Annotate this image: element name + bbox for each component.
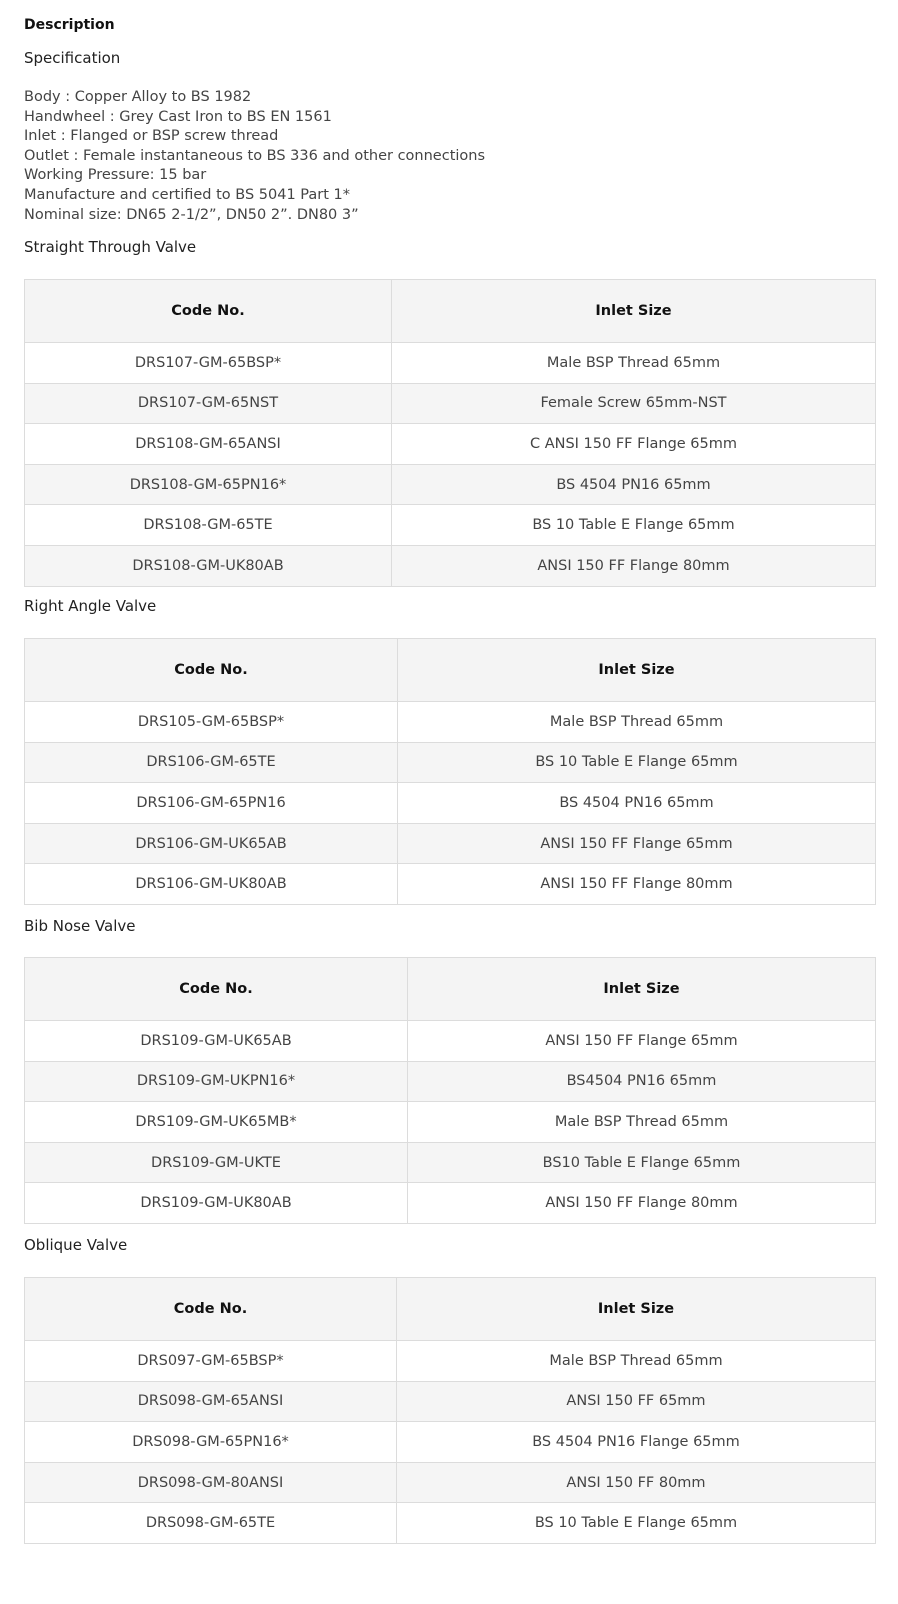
inlet-size-cell: ANSI 150 FF 80mm: [397, 1462, 876, 1503]
table-row: [25, 1341, 876, 1382]
code-cell: DRS108-GM-65TE: [25, 505, 392, 546]
table-row: [25, 1102, 876, 1143]
spec-line: Nominal size: DN65 2-1/2”, DN50 2”. DN80 3”: [24, 206, 359, 223]
table-row: [25, 545, 876, 586]
table-row: [25, 1462, 876, 1503]
straight-through-valve-table: [24, 279, 876, 587]
inlet-size-cell: C ANSI 150 FF Flange 65mm: [392, 424, 876, 465]
spec-line: Inlet : Flanged or BSP screw thread: [24, 128, 279, 145]
code-cell: DRS098-GM-80ANSI: [25, 1462, 397, 1503]
table-row: [25, 823, 876, 864]
inlet-size-cell: ANSI 150 FF 65mm: [397, 1381, 876, 1422]
inlet-size-cell: Female Screw 65mm-NST: [392, 383, 876, 424]
spec-line: Outlet : Female instantaneous to BS 336 and other connections: [24, 147, 486, 164]
section-title-bib-nose: Bib Nose Valve: [24, 917, 136, 935]
inlet-size-cell: BS 4504 PN16 65mm: [398, 783, 876, 824]
table-row: [25, 343, 876, 384]
code-cell: DRS109-GM-UKTE: [25, 1142, 408, 1183]
inlet-size-cell: ANSI 150 FF Flange 80mm: [392, 545, 876, 586]
specification-list: [24, 88, 485, 225]
table-row: [25, 864, 876, 905]
table-header-row: [25, 639, 876, 702]
code-cell: DRS098-GM-65TE: [25, 1503, 397, 1544]
column-header-inlet-size: Inlet Size: [392, 280, 876, 343]
code-cell: DRS106-GM-UK80AB: [25, 864, 398, 905]
table-row: [25, 783, 876, 824]
section-title-straight-through: Straight Through Valve: [24, 238, 197, 256]
code-cell: DRS107-GM-65BSP*: [25, 343, 392, 384]
table-row: [25, 1381, 876, 1422]
right-angle-valve-table: [24, 638, 876, 905]
spec-line: Handwheel : Grey Cast Iron to BS EN 1561: [24, 108, 332, 125]
column-header-code: Code No.: [25, 639, 398, 702]
table-row: [25, 1142, 876, 1183]
inlet-size-cell: BS 10 Table E Flange 65mm: [397, 1503, 876, 1544]
table-row: [25, 1503, 876, 1544]
table-row: [25, 424, 876, 465]
table-row: [25, 742, 876, 783]
code-cell: DRS098-GM-65PN16*: [25, 1422, 397, 1463]
column-header-inlet-size: Inlet Size: [398, 639, 876, 702]
column-header-code: Code No.: [25, 958, 408, 1021]
inlet-size-cell: BS10 Table E Flange 65mm: [408, 1142, 876, 1183]
table-row: [25, 1422, 876, 1463]
code-cell: DRS109-GM-UK80AB: [25, 1183, 408, 1224]
inlet-size-cell: ANSI 150 FF Flange 65mm: [398, 823, 876, 864]
code-cell: DRS106-GM-65TE: [25, 742, 398, 783]
table-row: [25, 702, 876, 743]
code-cell: DRS106-GM-65PN16: [25, 783, 398, 824]
code-cell: DRS107-GM-65NST: [25, 383, 392, 424]
inlet-size-cell: BS 4504 PN16 Flange 65mm: [397, 1422, 876, 1463]
inlet-size-cell: ANSI 150 FF Flange 80mm: [398, 864, 876, 905]
spec-line: Body : Copper Alloy to BS 1982: [24, 89, 252, 105]
code-cell: DRS108-GM-65ANSI: [25, 424, 392, 465]
inlet-size-cell: BS 4504 PN16 65mm: [392, 464, 876, 505]
table-row: [25, 1021, 876, 1062]
section-title-right-angle: Right Angle Valve: [24, 597, 157, 615]
inlet-size-cell: Male BSP Thread 65mm: [392, 343, 876, 384]
code-cell: DRS106-GM-UK65AB: [25, 823, 398, 864]
table-row: [25, 505, 876, 546]
inlet-size-cell: Male BSP Thread 65mm: [408, 1102, 876, 1143]
table-header-row: [25, 958, 876, 1021]
column-header-code: Code No.: [25, 280, 392, 343]
column-header-inlet-size: Inlet Size: [397, 1278, 876, 1341]
inlet-size-cell: BS 10 Table E Flange 65mm: [398, 742, 876, 783]
code-cell: DRS109-GM-UKPN16*: [25, 1061, 408, 1102]
spec-line: Working Pressure: 15 bar: [24, 167, 207, 184]
specification-heading: Specification: [24, 49, 121, 67]
table-row: [25, 1183, 876, 1224]
table-row: [25, 464, 876, 505]
section-title-oblique: Oblique Valve: [24, 1236, 128, 1254]
code-cell: DRS109-GM-UK65AB: [25, 1021, 408, 1062]
inlet-size-cell: BS4504 PN16 65mm: [408, 1061, 876, 1102]
table-header-row: [25, 1278, 876, 1341]
inlet-size-cell: ANSI 150 FF Flange 80mm: [408, 1183, 876, 1224]
inlet-size-cell: ANSI 150 FF Flange 65mm: [408, 1021, 876, 1062]
bib-nose-valve-table: [24, 957, 876, 1224]
inlet-size-cell: Male BSP Thread 65mm: [398, 702, 876, 743]
column-header-code: Code No.: [25, 1278, 397, 1341]
code-cell: DRS098-GM-65ANSI: [25, 1381, 397, 1422]
inlet-size-cell: Male BSP Thread 65mm: [397, 1341, 876, 1382]
code-cell: DRS108-GM-UK80AB: [25, 545, 392, 586]
table-header-row: [25, 280, 876, 343]
code-cell: DRS097-GM-65BSP*: [25, 1341, 397, 1382]
spec-line: Manufacture and certified to BS 5041 Part 1*: [24, 186, 351, 203]
code-cell: DRS109-GM-UK65MB*: [25, 1102, 408, 1143]
table-row: [25, 1061, 876, 1102]
code-cell: DRS108-GM-65PN16*: [25, 464, 392, 505]
code-cell: DRS105-GM-65BSP*: [25, 702, 398, 743]
table-row: [25, 383, 876, 424]
column-header-inlet-size: Inlet Size: [408, 958, 876, 1021]
description-heading: Description: [24, 17, 115, 33]
oblique-valve-table: [24, 1277, 876, 1544]
inlet-size-cell: BS 10 Table E Flange 65mm: [392, 505, 876, 546]
